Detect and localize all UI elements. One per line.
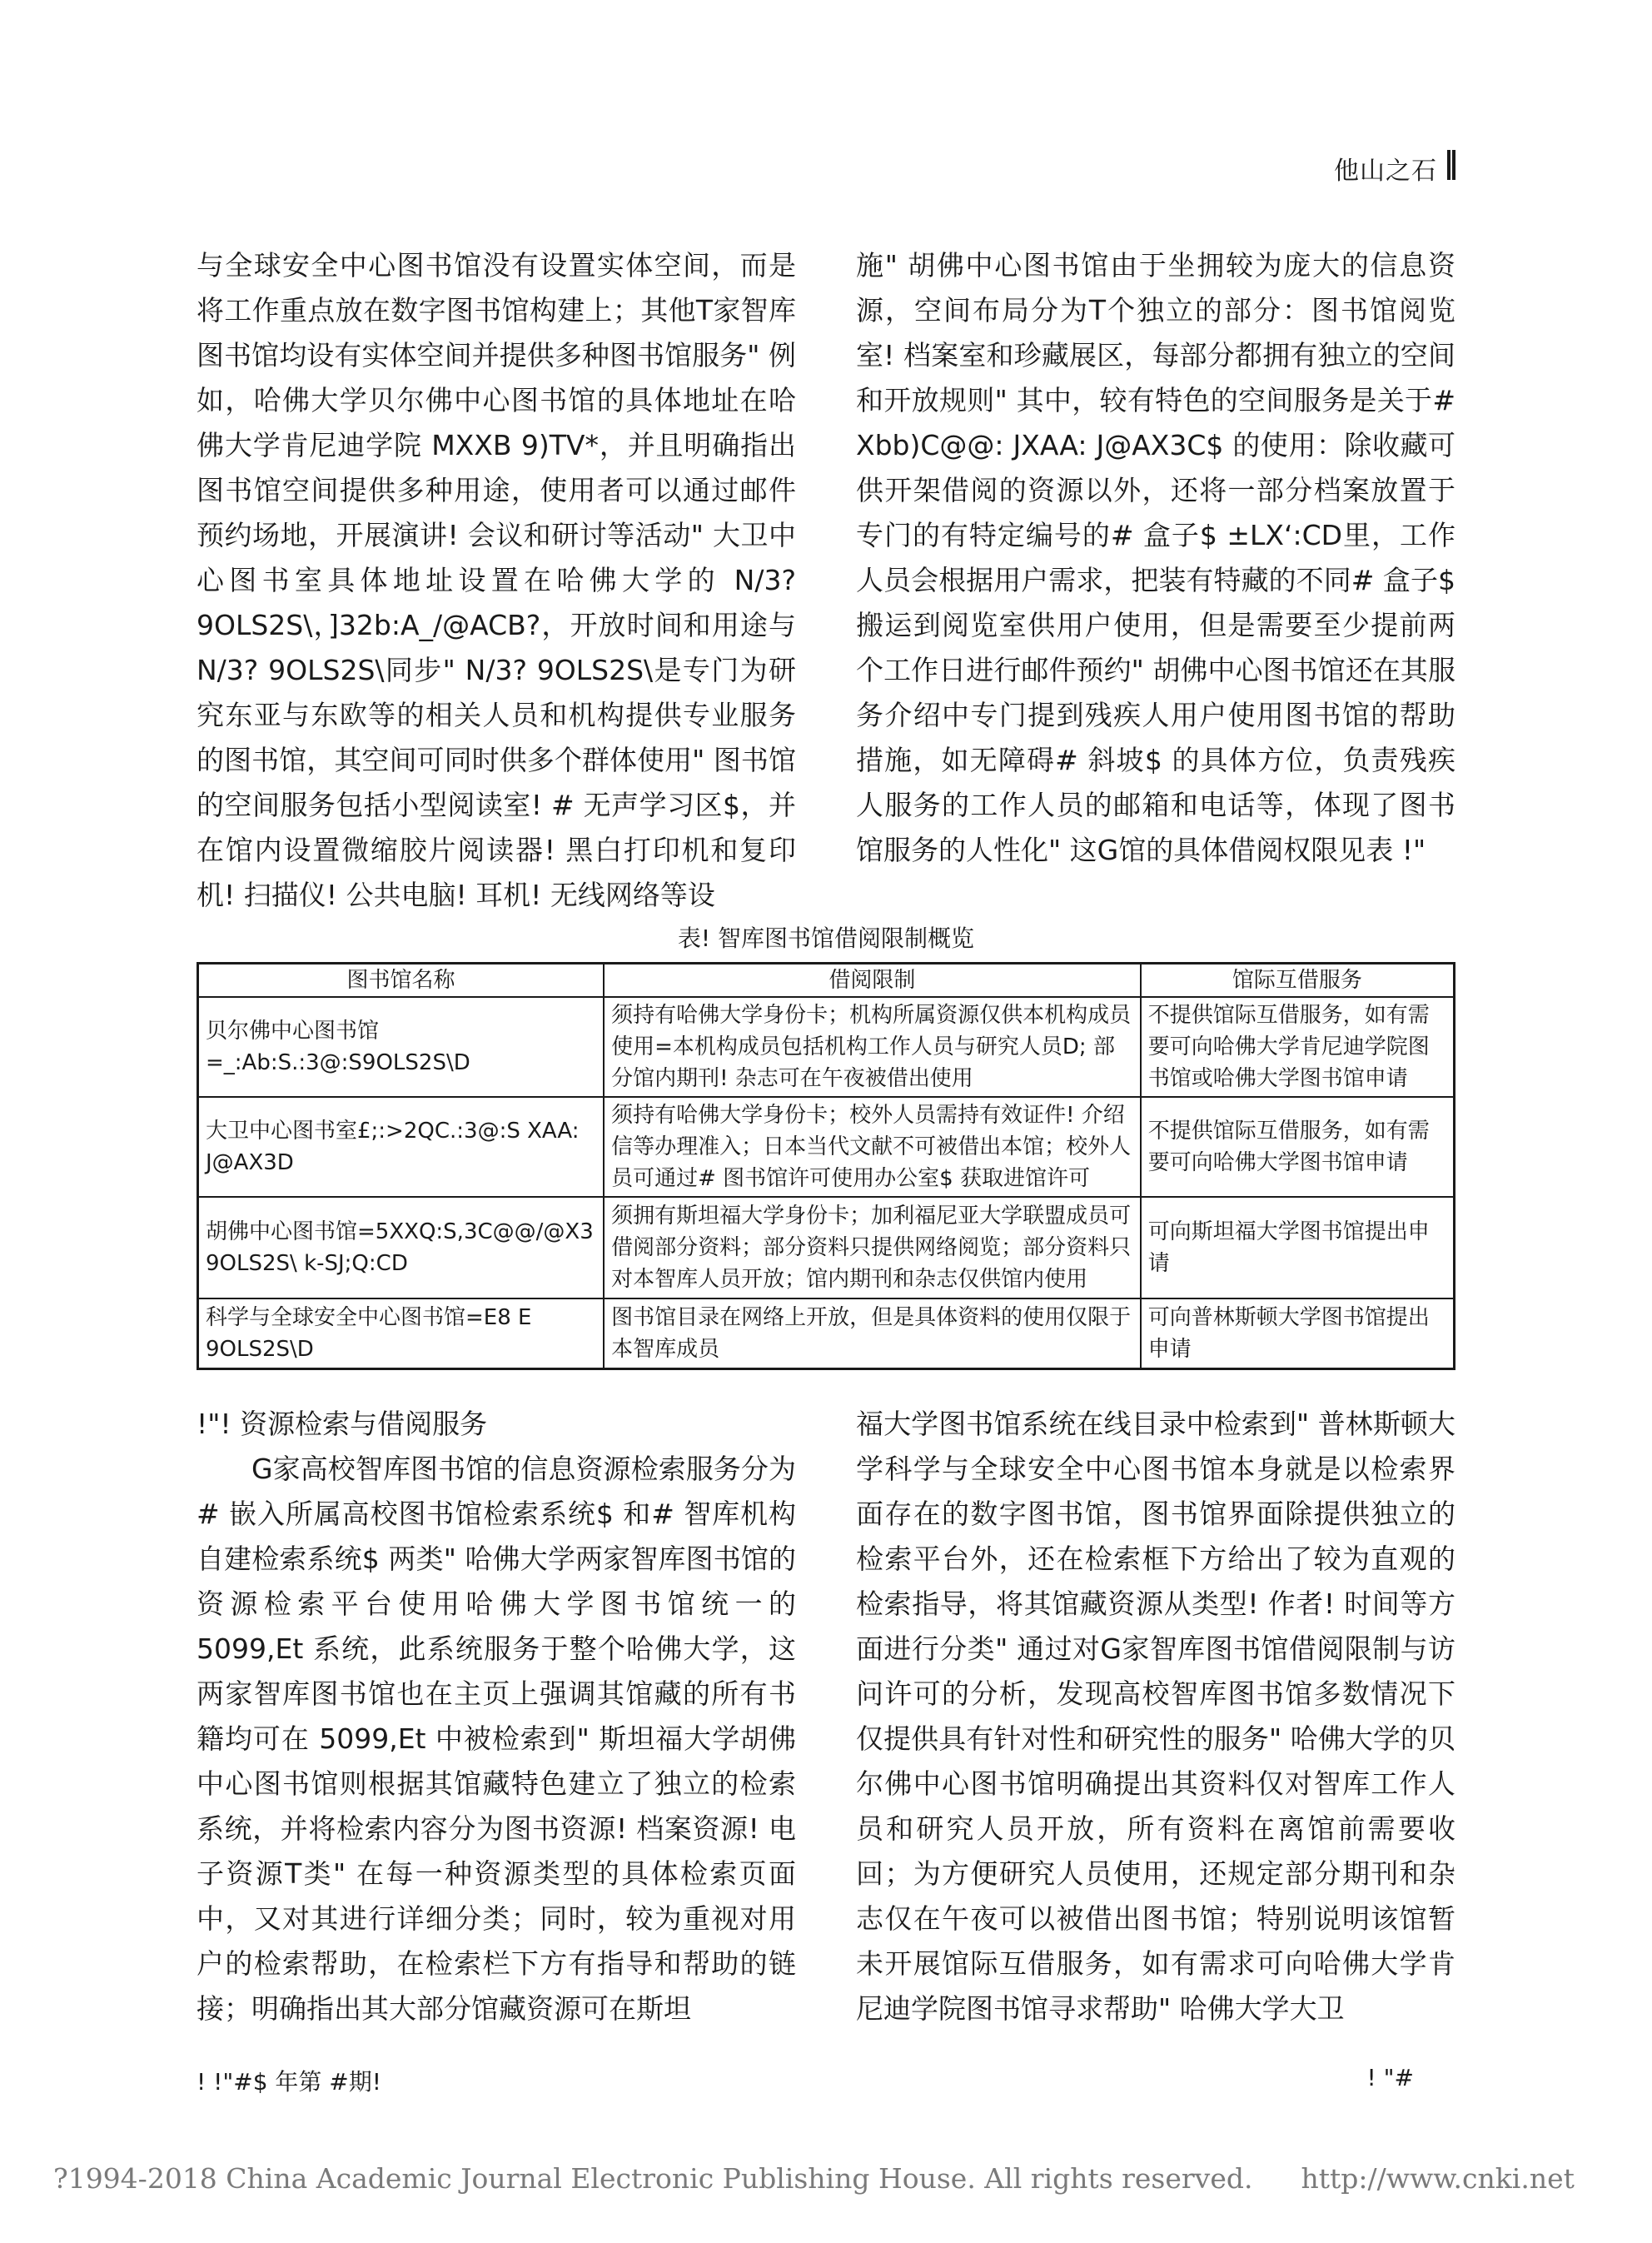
table-caption: 表! 智库图书馆借阅限制概览 [677,925,975,952]
library-name-cell: 胡佛中心图书馆=5XXQ:S,3C@@/@X3 9OLS2S\ k-SJ;Q:CD [198,1197,605,1298]
library-name-cell: 大卫中心图书室£;:>2QC.:3@:S XAA: J@AX3D [198,1097,605,1197]
column-header-borrowing-restriction: 借阅限制 [604,964,1141,998]
interlibrary-loan-cell: 不提供馆际互借服务，如有需要可向哈佛大学肯尼迪学院图书馆或哈佛大学图书馆申请 [1141,997,1455,1097]
body-column-bottom-left [197,1402,796,2031]
table-row [198,997,1455,1097]
section-label: 他山之石 [1334,157,1437,186]
column-header-library-name: 图书馆名称 [198,964,605,998]
interlibrary-loan-cell: 不提供馆际互借服务，如有需要可向哈佛大学图书馆申请 [1141,1097,1455,1197]
body-column-top-left [197,243,796,918]
library-name-cell: 贝尔佛中心图书馆=_:Ab:S.:3@:S9OLS2S\D [198,997,605,1097]
body-paragraph: 施" 胡佛中心图书馆由于坐拥较为庞大的信息资源，空间布局分为T个独立的部分：图书馆阅览室! 档案室和珍藏展区，每部分都拥有独立的空间和开放规则" 其中，较有特色的空间服务是关于# Xbb)C@@: JXAA: J@AX3C$ 的使用：除收藏可供开架借阅的资源以外，还将一部分档案放置于专门的有特定编号的# 盒子$ ±LX‘:CD里，工作人员会根据用户需求，把装有特藏的不同# 盒子$ 搬运到阅览室供用户使用，但是需要至少提前两个工作日进行邮件预约" 胡佛中心图书馆还在其服务介绍中专门提到残疾人用户使用图书馆的帮助措施，如无障碍# 斜坡$ 的具体方位，负责残疾人服务的工作人员的邮箱和电话等，体现了图书馆服务的人性化" 这G馆的具体借阅权限见表 !" [856,249,1455,866]
interlibrary-loan-cell: 可向普林斯顿大学图书馆提出申请 [1141,1298,1455,1368]
footer-issue: ! !"#$ 年第 #期! [197,2068,381,2096]
section-heading: !"! 资源检索与借阅服务 [197,1408,488,1440]
restriction-cell: 须持有哈佛大学身份卡；机构所属资源仅供本机构成员使用=本机构成员包括机构工作人员与研究人员D; 部分馆内期刊! 杂志可在午夜被借出使用 [604,997,1141,1097]
body-paragraph: G家高校智库图书馆的信息资源检索服务分为# 嵌入所属高校图书馆检索系统$ 和# 智库机构自建检索系统$ 两类" 哈佛大学两家智库图书馆的资源检索平台使用哈佛大学图书馆统一的 5099,Et 系统，此系统服务于整个哈佛大学，这两家智库图书馆也在主页上强调其馆藏的所有书籍均可在 5099,Et 中被检索到" 斯坦福大学胡佛中心图书馆则根据其馆藏特色建立了独立的检索系统，并将检索内容分为图书资源! 档案资源! 电子资源T类" 在每一种资源类型的具体检索页面中，又对其进行详细分类；同时，较为重视对用户的检索帮助，在检索栏下方有指导和帮助的链接；明确指出其大部分馆藏资源可在斯坦 [197,1453,796,2025]
library-borrowing-table [197,962,1455,1370]
body-column-bottom-right [856,1402,1455,2031]
body-paragraph: 与全球安全中心图书馆没有设置实体空间，而是将工作重点放在数字图书馆构建上；其他T家智库图书馆均设有实体空间并提供多种图书馆服务" 例如，哈佛大学贝尔佛中心图书馆的具体地址在哈佛大学肯尼迪学院 MXXB 9)TV*，并且明确指出图书馆空间提供多种用途，使用者可以通过邮件预约场地，开展演讲! 会议和研讨等活动" 大卫中心图书室具体地址设置在哈佛大学的 N/3? 9OLS2S\，]32b:A_/@ACB?，开放时间和用途与 N/3? 9OLS2S\同步" N/3? 9OLS2S\是专门为研究东亚与东欧等的相关人员和机构提供专业服务的图书馆，其空间可同时供多个群体使用" 图书馆的空间服务包括小型阅读室! # 无声学习区$，并在馆内设置微缩胶片阅读器! 黑白打印机和复印机! 扫描仪! 公共电脑! 耳机! 无线网络等设 [197,249,796,911]
library-name-cell: 科学与全球安全中心图书馆=E8 E 9OLS2S\D [198,1298,605,1368]
interlibrary-loan-cell: 可向斯坦福大学图书馆提出申请 [1141,1197,1455,1298]
body-column-top-right [856,243,1455,873]
column-header-interlibrary-loan: 馆际互借服务 [1141,964,1455,998]
footer-page-number: ! "# [1366,2064,1414,2091]
restriction-cell: 图书馆目录在网络上开放，但是具体资料的使用仅限于本智库成员 [604,1298,1141,1368]
table-row [198,1197,1455,1298]
copyright-url: http://www.cnki.net [1301,2162,1575,2195]
restriction-cell: 须拥有斯坦福大学身份卡；加利福尼亚大学联盟成员可借阅部分资料；部分资料只提供网络阅览；部分资料只对本智库人员开放；馆内期刊和杂志仅供馆内使用 [604,1197,1141,1298]
table-row [198,1097,1455,1197]
header-bar-mark [1447,150,1455,180]
copyright-notice [53,2162,1602,2195]
table-row [198,1298,1455,1368]
copyright-text: ?1994-2018 China Academic Journal Electronic Publishing House. All rights reserved. [53,2162,1253,2195]
restriction-cell: 须持有哈佛大学身份卡；校外人员需持有效证件! 介绍信等办理准入；日本当代文献不可被借出本馆；校外人员可通过# 图书馆许可使用办公室$ 获取进馆许可 [604,1097,1141,1197]
table-header-row [198,964,1455,998]
body-paragraph: 福大学图书馆系统在线目录中检索到" 普林斯顿大学科学与全球安全中心图书馆本身就是以检索界面存在的数字图书馆，图书馆界面除提供独立的检索平台外，还在检索框下方给出了较为直观的检索指导，将其馆藏资源从类型! 作者! 时间等方面进行分类" 通过对G家智库图书馆借阅限制与访问许可的分析，发现高校智库图书馆多数情况下仅提供具有针对性和研究性的服务" 哈佛大学的贝尔佛中心图书馆明确提出其资料仅对智库工作人员和研究人员开放，所有资料在离馆前需要收回；为方便研究人员使用，还规定部分期刊和杂志仅在午夜可以被借出图书馆；特别说明该馆暂未开展馆际互借服务，如有需求可向哈佛大学肯尼迪学院图书馆寻求帮助" 哈佛大学大卫 [856,1408,1455,2025]
